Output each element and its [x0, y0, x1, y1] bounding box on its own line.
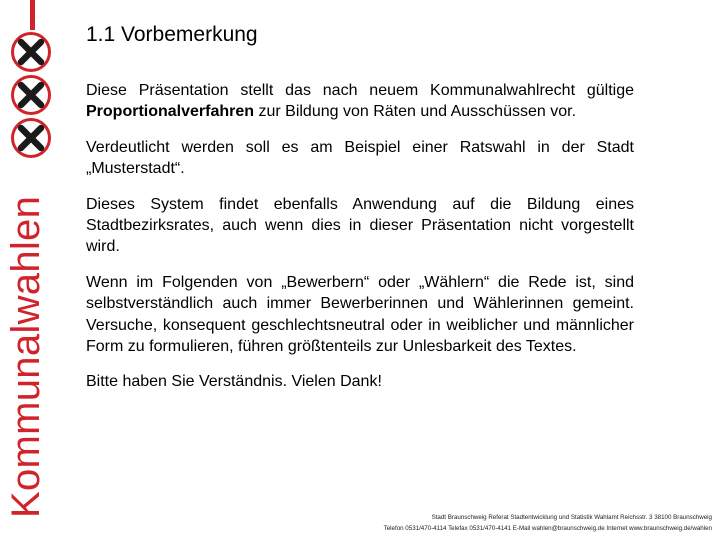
ballot-cross-icon	[11, 118, 51, 158]
paragraph-thanks: Bitte haben Sie Verständnis. Vielen Dank!	[86, 373, 382, 391]
paragraph-intro-text-end: zur Bildung von Räten und Ausschüssen vor.	[254, 103, 577, 121]
paragraph-intro	[86, 80, 634, 123]
bold-term: Proportionalverfahren	[86, 103, 255, 121]
content-body	[86, 80, 634, 407]
sidebar	[0, 0, 56, 540]
footer-address: Stadt Braunschweig Referat Stadtentwicklung und Statistik Wahlamt Reichsstr. 3 38100 Braunschweig	[431, 514, 712, 521]
footer-contact: Telefon 0531/470-4114 Telefax 0531/470-4141 E-Mail wahlen@braunschweig.de Internet www.braunschweig.de/wahlen	[383, 525, 712, 532]
page-title: 1.1 Vorbemerkung	[86, 23, 258, 46]
ballot-cross-icon	[11, 75, 51, 115]
paragraph-example: Verdeutlicht werden soll es am Beispiel einer Ratswahl in der Stadt „Musterstadt“.	[86, 138, 634, 178]
ballot-cross-icon	[11, 32, 51, 72]
paragraph-gender-note: Wenn im Folgenden von „Bewerbern“ oder „Wählern“ die Rede ist, sind selbstverständlich auch immer Bewerberinnen und Wählerinnen gemeint. Versuche, konsequent geschlechtsneutral oder in weiblicher und männlicher Form zu formulieren, führen größtenteils zur Unlesbarkeit des Textes.	[86, 273, 634, 356]
sidebar-accent-line	[30, 0, 35, 30]
footer	[384, 512, 712, 534]
paragraph-intro-text-start: Diese Präsentation stellt das nach neuem Kommunalwahlrecht gültige	[86, 82, 634, 99]
paragraph-system: Dieses System findet ebenfalls Anwendung auf die Bildung eines Stadtbezirksrates, auch wenn dies in dieser Präsentation nicht vorgestellt wird.	[86, 195, 634, 256]
vertical-brand-label: Kommunalwahlen	[4, 195, 48, 518]
